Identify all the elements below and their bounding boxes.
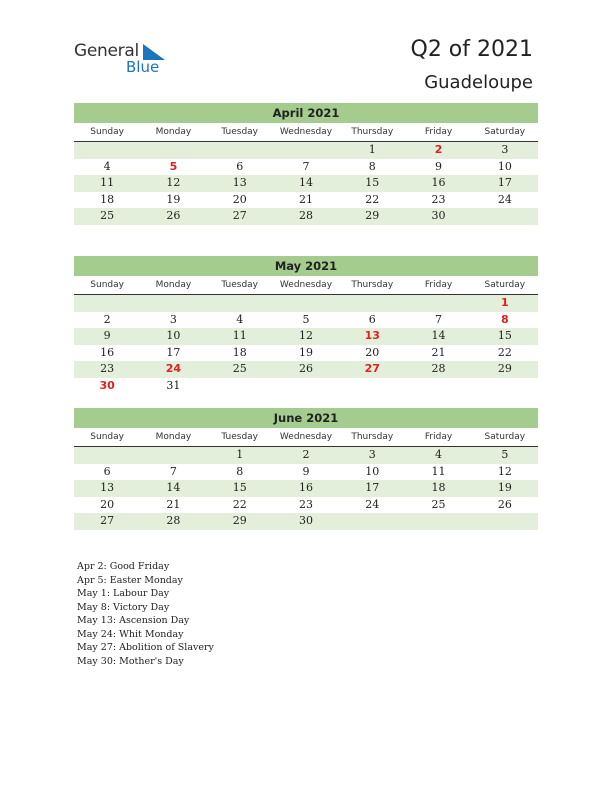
day-cell: 4 [103,159,111,173]
day-cell [207,142,273,159]
holiday-note: May 8: Victory Day [77,601,170,613]
day-cell: 14 [166,481,181,494]
day-cell: 29 [232,514,247,527]
day-cell: 28 [431,362,446,375]
day-cell [472,208,538,225]
day-cell: 24 [365,497,380,511]
day-cell: 22 [232,497,247,511]
holiday-note: Apr 5: Easter Monday [77,574,183,586]
day-cell [207,295,273,312]
weekday-label: Friday [424,127,453,137]
week-row [74,447,538,464]
weekday-label: Tuesday [221,280,259,290]
day-cell: 11 [100,176,115,189]
day-cell: 25 [232,362,247,375]
day-cell: 27 [232,209,247,222]
day-cell: 15 [497,329,512,342]
weekday-label: Wednesday [279,127,333,137]
weekday-label: Sunday [90,127,124,137]
day-cell: 26 [166,209,181,222]
weekday-label: Tuesday [221,432,259,442]
day-cell: 15 [365,176,380,189]
holiday-note: May 1: Labour Day [77,588,170,599]
day-cell: 6 [103,464,111,478]
day-cell: 15 [232,481,247,494]
holiday-day-cell: 1 [501,296,509,309]
day-cell: 23 [298,497,313,511]
day-cell: 29 [365,209,380,222]
day-cell: 8 [236,464,244,478]
day-cell: 17 [365,481,380,494]
day-cell [405,295,471,312]
logo-general-text: General [74,41,139,61]
week-row [74,159,538,176]
weekday-label: Thursday [351,432,394,442]
weekday-label: Saturday [484,432,526,442]
holiday-note: May 30: Mother's Day [77,655,184,667]
day-cell: 19 [298,345,313,359]
day-cell [273,295,339,312]
day-cell: 2 [302,448,310,461]
logo [74,41,174,77]
weekday-label: Monday [155,127,192,137]
day-cell: 1 [236,448,244,461]
day-cell [339,378,405,395]
holiday-note: Apr 2: Good Friday [77,561,170,572]
day-cell: 23 [100,362,115,375]
holiday-day-cell: 2 [434,143,443,156]
weekday-label: Wednesday [279,432,333,442]
day-cell: 30 [298,514,313,527]
weekday-header-row [74,276,538,295]
day-cell: 14 [298,176,313,189]
holiday-notes [77,560,214,668]
month-calendar [74,103,538,225]
holiday-note: May 24: Whit Monday [77,628,184,640]
day-cell [74,447,140,464]
day-cell: 13 [232,176,247,189]
month-calendar [74,408,538,530]
day-cell: 19 [166,192,181,206]
day-cell: 25 [100,209,115,222]
day-cell: 19 [497,481,512,494]
holiday-day-cell: 24 [165,362,182,375]
day-cell: 4 [435,448,443,461]
day-cell [140,142,206,159]
day-cell: 22 [497,345,512,359]
week-row [74,295,538,312]
month-title: May 2021 [74,256,538,276]
day-cell: 3 [368,448,376,461]
holiday-day-cell: 5 [169,159,178,173]
page-subtitle: Guadeloupe [424,72,533,93]
day-cell: 11 [232,329,247,342]
day-cell: 6 [368,312,376,326]
day-cell [140,447,206,464]
week-row [74,345,538,362]
day-cell: 9 [103,329,111,342]
day-cell: 7 [435,312,443,326]
day-cell: 28 [298,209,313,222]
holiday-day-cell: 27 [364,362,380,375]
day-cell: 30 [431,209,446,222]
day-cell [405,513,471,530]
weekday-label: Friday [424,280,453,290]
day-cell: 29 [497,362,512,375]
day-cell: 18 [431,481,446,494]
day-cell: 10 [497,159,512,173]
day-cell: 8 [368,159,376,173]
day-cell: 9 [435,159,443,173]
weekday-label: Monday [155,432,192,442]
week-row [74,192,538,209]
day-cell: 12 [497,464,512,478]
day-cell: 21 [298,192,313,206]
day-cell: 28 [166,514,181,527]
day-cell [207,378,273,395]
day-cell: 10 [166,329,181,342]
weekday-label: Sunday [90,432,124,442]
week-row [74,208,538,225]
holiday-day-cell: 13 [364,329,380,342]
week-row [74,328,538,345]
weekday-label: Monday [155,280,192,290]
day-cell: 7 [169,464,177,478]
day-cell [339,513,405,530]
weekday-label: Tuesday [221,127,259,137]
week-row [74,378,538,395]
weekday-label: Wednesday [279,280,333,290]
week-row [74,361,538,378]
day-cell [472,378,538,395]
day-cell: 26 [497,497,512,511]
week-row [74,513,538,530]
day-cell: 16 [298,481,313,494]
week-row [74,464,538,481]
day-cell: 17 [166,345,181,359]
day-cell [74,142,140,159]
day-cell: 1 [368,143,376,156]
day-cell: 13 [100,481,115,494]
weekday-label: Sunday [90,280,124,290]
weekday-label: Friday [424,432,453,442]
page-title: Q2 of 2021 [410,37,533,62]
day-cell: 31 [166,378,181,392]
holiday-day-cell: 30 [99,378,115,392]
day-cell: 23 [431,192,446,206]
week-row [74,497,538,514]
day-cell: 9 [302,464,310,478]
day-cell: 18 [232,345,247,359]
day-cell: 5 [501,448,509,461]
day-cell: 10 [365,464,380,478]
day-cell: 16 [100,345,115,359]
logo-blue-text: Blue [126,58,160,76]
day-cell [405,378,471,395]
day-cell: 7 [302,159,310,173]
day-cell: 27 [100,514,115,527]
day-cell [273,142,339,159]
day-cell: 20 [100,497,115,511]
weekday-label: Thursday [351,127,394,137]
day-cell: 12 [298,329,313,342]
week-row [74,142,538,159]
week-row [74,312,538,329]
day-cell: 16 [431,176,446,189]
day-cell: 26 [298,362,313,375]
week-row [74,480,538,497]
holiday-note: May 27: Abolition of Slavery [77,642,214,653]
day-cell [339,295,405,312]
day-cell: 17 [497,176,512,189]
day-cell: 5 [302,312,310,326]
holiday-note: May 13: Ascension Day [77,615,190,626]
weekday-label: Saturday [484,127,526,137]
month-title: June 2021 [74,408,538,428]
day-cell: 11 [431,464,446,478]
day-cell: 21 [431,345,446,359]
day-cell [472,513,538,530]
day-cell: 18 [100,192,115,206]
weekday-label: Thursday [351,280,394,290]
day-cell: 20 [232,192,247,206]
day-cell: 3 [169,312,177,326]
day-cell: 2 [103,312,111,326]
month-title: April 2021 [74,103,538,123]
day-cell: 6 [236,159,244,173]
day-cell: 25 [431,497,446,511]
holiday-day-cell: 8 [501,312,509,326]
day-cell [273,378,339,395]
day-cell [74,295,140,312]
day-cell: 4 [236,312,244,326]
day-cell: 3 [501,143,509,156]
weekday-header-row [74,123,538,142]
weekday-header-row [74,428,538,447]
day-cell: 24 [497,192,512,206]
day-cell: 21 [166,497,181,511]
day-cell: 20 [365,345,380,359]
day-cell: 22 [365,192,380,206]
month-calendar [74,256,538,394]
day-cell: 12 [166,176,181,189]
day-cell: 14 [431,329,446,342]
week-row [74,175,538,192]
day-cell [140,295,206,312]
weekday-label: Saturday [484,280,526,290]
